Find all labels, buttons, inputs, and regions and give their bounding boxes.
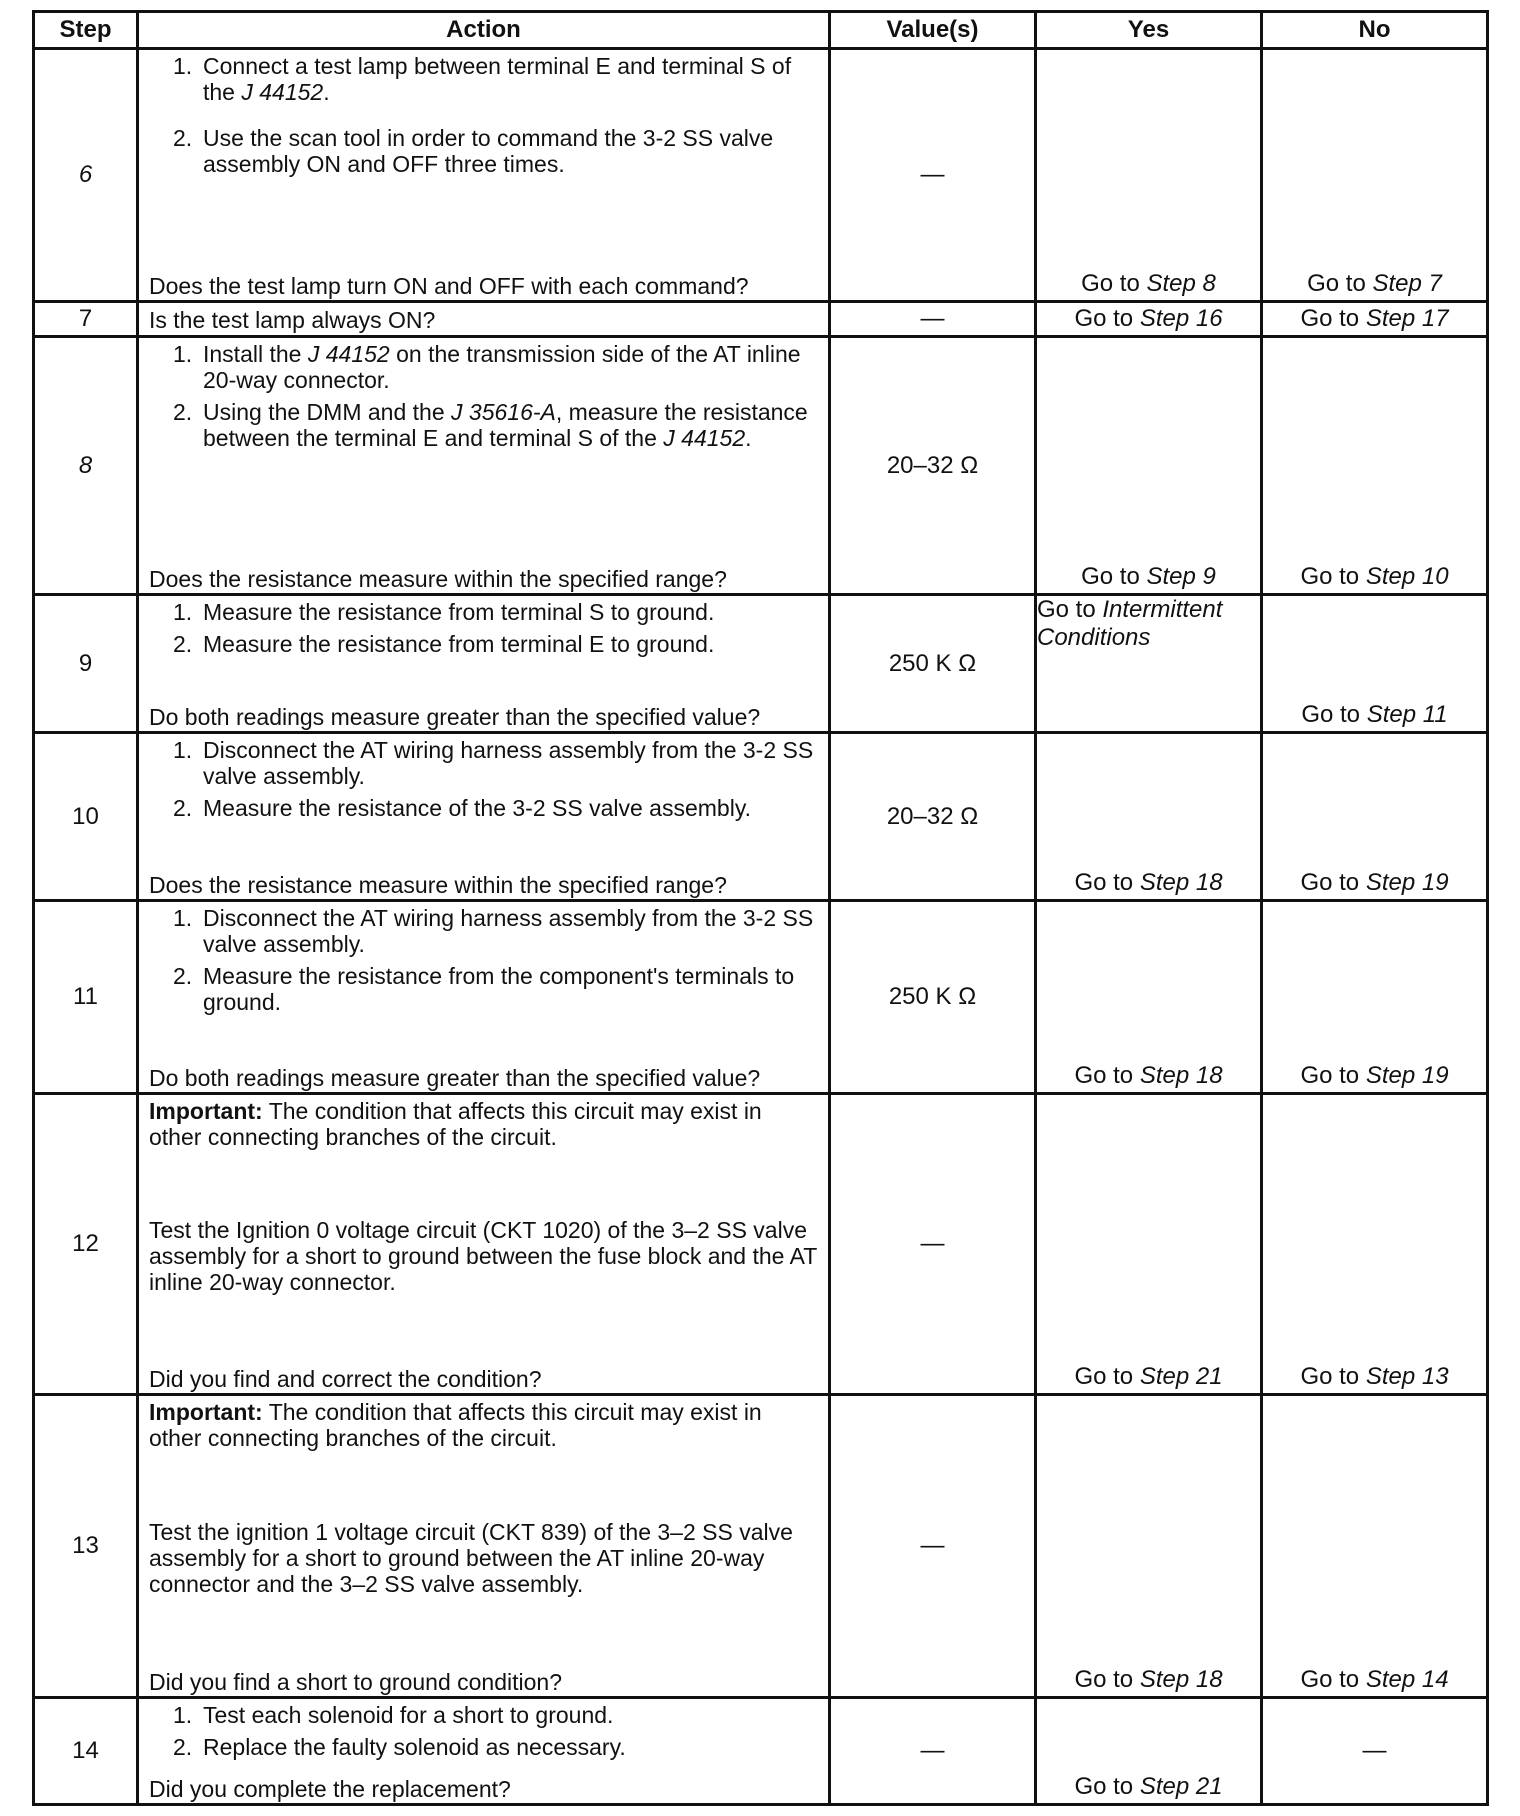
table-row xyxy=(34,302,1488,337)
action-cell xyxy=(138,1094,830,1395)
diagnostic-table xyxy=(32,10,1489,1806)
action-item: Use the scan tool in order to command the 3-2 SS valve assembly ON and OFF three times. xyxy=(203,125,774,177)
action-cell: 1. Install the J 44152 on the transmission side of the AT inline 20-way connector. 2. Using the DMM and the J 35616-A, measure the resistance between the terminal E and terminal S of the J 44152. Does the resistance measure within the specified range? xyxy=(138,337,830,595)
yes-cell xyxy=(1036,595,1262,733)
yes-cell xyxy=(1036,302,1262,337)
action-item: Using the DMM and the J 35616-A, measure the resistance between the terminal E and terminal S of the J 44152. xyxy=(203,399,808,451)
yes-link[interactable]: Go to Step 18 xyxy=(1074,1062,1223,1089)
action-item: Disconnect the AT wiring harness assembly from the 3-2 SS valve assembly. xyxy=(203,905,814,957)
no-link[interactable]: Go to Step 13 xyxy=(1300,1363,1449,1390)
yes-cell xyxy=(1036,337,1262,595)
important-note xyxy=(149,1399,818,1451)
action-body: Test the Ignition 0 voltage circuit (CKT 1020) of the 3–2 SS valve assembly for a short to ground between the fuse block and the AT inline 20-way connector. xyxy=(149,1217,817,1295)
step-number: 10 xyxy=(34,733,138,901)
important-label: Important: xyxy=(149,1098,263,1124)
no-link[interactable]: Go to Step 7 xyxy=(1307,270,1442,297)
yes-link[interactable]: Go to Step 8 xyxy=(1081,270,1216,297)
header-no: No xyxy=(1262,12,1488,49)
action-item: Measure the resistance from terminal E to ground. xyxy=(203,631,715,657)
no-cell xyxy=(1262,1094,1488,1395)
yes-link[interactable]: Go to Step 16 xyxy=(1074,305,1223,332)
value-cell: — xyxy=(830,302,1036,337)
step-number: 9 xyxy=(34,595,138,733)
important-text: The condition that affects this circuit may exist in other connecting branches of the circuit. xyxy=(149,1399,762,1451)
action-item: Connect a test lamp between terminal E and terminal S of the J 44152. xyxy=(203,53,792,105)
action-item: Replace the faulty solenoid as necessary. xyxy=(203,1734,626,1760)
important-label: Important: xyxy=(149,1399,263,1425)
header-step: Step xyxy=(34,12,138,49)
no-cell xyxy=(1262,595,1488,733)
value-cell: — xyxy=(830,1698,1036,1805)
important-note xyxy=(149,1098,818,1150)
step-number: 8 xyxy=(34,337,138,595)
no-cell xyxy=(1262,302,1488,337)
no-cell xyxy=(1262,901,1488,1094)
step-number: 11 xyxy=(34,901,138,1094)
no-cell xyxy=(1262,337,1488,595)
yes-link[interactable]: Go to Step 21 xyxy=(1074,1773,1223,1800)
value-cell: 20–32 Ω xyxy=(830,733,1036,901)
action-question: Do both readings measure greater than the specified value? xyxy=(149,1065,761,1091)
no-link[interactable]: Go to Step 14 xyxy=(1300,1666,1449,1693)
header-row xyxy=(34,12,1488,49)
step-number: 12 xyxy=(34,1094,138,1395)
no-cell xyxy=(1262,1395,1488,1698)
table-row xyxy=(34,733,1488,901)
table-row xyxy=(34,1395,1488,1698)
action-cell: 1. Disconnect the AT wiring harness assembly from the 3-2 SS valve assembly. 2. Measure the resistance of the 3-2 SS valve assembly. Does the resistance measure within the specified range? xyxy=(138,733,830,901)
table-row xyxy=(34,337,1488,595)
value-cell: 250 K Ω xyxy=(830,595,1036,733)
action-question: Do both readings measure greater than the specified value? xyxy=(149,704,761,730)
yes-cell xyxy=(1036,1094,1262,1395)
action-question: Did you find and correct the condition? xyxy=(149,1366,542,1392)
action-question: Does the resistance measure within the specified range? xyxy=(149,872,727,898)
action-question: Does the test lamp turn ON and OFF with each command? xyxy=(149,273,749,299)
action-question: Does the resistance measure within the specified range? xyxy=(149,566,727,592)
yes-link[interactable]: Go to Step 18 xyxy=(1074,1666,1223,1693)
yes-cell xyxy=(1036,49,1262,302)
action-cell: 1. Disconnect the AT wiring harness assembly from the 3-2 SS valve assembly. 2. Measure the resistance from the component's terminals to ground. Do both readings measure greater than the specified value? xyxy=(138,901,830,1094)
action-question: Did you complete the replacement? xyxy=(149,1776,511,1802)
no-link[interactable]: Go to Step 17 xyxy=(1300,305,1449,332)
no-cell: — xyxy=(1262,1698,1488,1805)
no-link[interactable]: Go to Step 19 xyxy=(1300,869,1449,896)
action-cell: 1. Connect a test lamp between terminal E and terminal S of the J 44152. 2. Use the scan tool in order to command the 3-2 SS valve assembly ON and OFF three times. Does the test lamp turn ON and OFF with each command? xyxy=(138,49,830,302)
no-link[interactable]: Go to Step 11 xyxy=(1301,701,1448,728)
yes-cell xyxy=(1036,901,1262,1094)
yes-link[interactable]: Go to Step 9 xyxy=(1081,563,1216,590)
header-yes: Yes xyxy=(1036,12,1262,49)
action-cell: 1. Test each solenoid for a short to ground. 2. Replace the faulty solenoid as necessary. Did you complete the replacement? xyxy=(138,1698,830,1805)
step-number: 14 xyxy=(34,1698,138,1805)
value-cell: 20–32 Ω xyxy=(830,337,1036,595)
action-question: Did you find a short to ground condition? xyxy=(149,1669,562,1695)
no-cell xyxy=(1262,733,1488,901)
action-item: Disconnect the AT wiring harness assembly from the 3-2 SS valve assembly. xyxy=(203,737,814,789)
table-row xyxy=(34,1094,1488,1395)
value-cell: — xyxy=(830,49,1036,302)
table-row xyxy=(34,901,1488,1094)
no-cell xyxy=(1262,49,1488,302)
yes-link[interactable]: Go to Intermittent Conditions xyxy=(1037,596,1223,651)
value-cell: — xyxy=(830,1094,1036,1395)
table-row xyxy=(34,595,1488,733)
step-number: 7 xyxy=(34,302,138,337)
yes-cell xyxy=(1036,1395,1262,1698)
action-cell xyxy=(138,302,830,337)
yes-link[interactable]: Go to Step 21 xyxy=(1074,1363,1223,1390)
step-number: 13 xyxy=(34,1395,138,1698)
yes-cell xyxy=(1036,1698,1262,1805)
action-body: Test the ignition 1 voltage circuit (CKT 839) of the 3–2 SS valve assembly for a short to ground between the AT inline 20-way connector and the 3–2 SS valve assembly. xyxy=(149,1519,793,1597)
value-cell: 250 K Ω xyxy=(830,901,1036,1094)
header-action: Action xyxy=(138,12,830,49)
action-item: Measure the resistance from terminal S to ground. xyxy=(203,599,715,625)
step-number: 6 xyxy=(34,49,138,302)
no-link[interactable]: Go to Step 19 xyxy=(1300,1062,1449,1089)
action-item: Install the J 44152 on the transmission side of the AT inline 20-way connector. xyxy=(203,341,801,393)
header-values: Value(s) xyxy=(830,12,1036,49)
action-item: Measure the resistance of the 3-2 SS valve assembly. xyxy=(203,795,752,821)
action-question: Is the test lamp always ON? xyxy=(149,306,436,333)
action-cell: 1. Measure the resistance from terminal S to ground. 2. Measure the resistance from terminal E to ground. Do both readings measure greater than the specified value? xyxy=(138,595,830,733)
important-text: The condition that affects this circuit may exist in other connecting branches of the circuit. xyxy=(149,1098,762,1150)
yes-link[interactable]: Go to Step 18 xyxy=(1074,869,1223,896)
table-row xyxy=(34,49,1488,302)
action-cell xyxy=(138,1395,830,1698)
action-item: Measure the resistance from the component's terminals to ground. xyxy=(203,963,795,1015)
value-cell: — xyxy=(830,1395,1036,1698)
table-row xyxy=(34,1698,1488,1805)
no-link[interactable]: Go to Step 10 xyxy=(1300,563,1449,590)
yes-cell xyxy=(1036,733,1262,901)
action-item: Test each solenoid for a short to ground. xyxy=(203,1702,614,1728)
